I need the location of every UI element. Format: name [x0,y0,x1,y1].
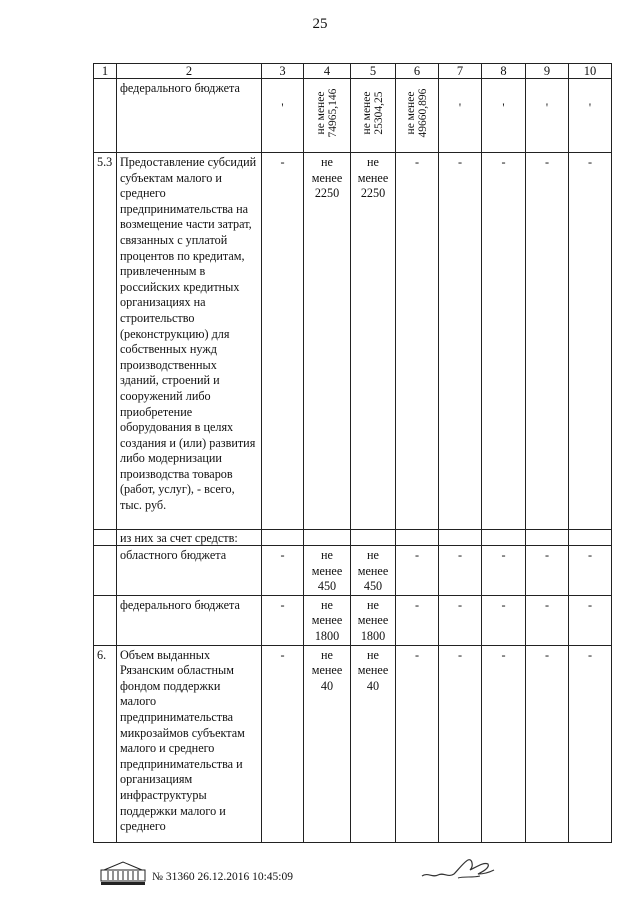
table-row-federal-budget-2 [94,595,612,645]
cell-col4: не менее 1800 [304,595,351,645]
cell-col7: - [439,645,482,842]
cell-col9: - [526,595,569,645]
empty-cell [396,530,439,546]
cell-col10: - [569,595,612,645]
cell-col6: - [396,595,439,645]
cell-col9: - [526,645,569,842]
cell-col8: - [482,595,526,645]
header-cell: 9 [526,64,569,79]
cell-col7: - [439,546,482,596]
header-cell: 4 [304,64,351,79]
rotated-value: не менее 74965,146 [315,88,339,138]
row-label: из них за счет средств: [117,530,262,546]
cell-col5: не менее 450 [351,546,396,596]
header-cell: 5 [351,64,396,79]
cell-col6: - [396,546,439,596]
cell-col10: - [569,546,612,596]
empty-cell [351,530,396,546]
row-number-cell [94,595,117,645]
cell-col10: - [569,153,612,530]
header-cell: 10 [569,64,612,79]
row-label: федерального бюджета [117,79,262,153]
empty-cell [262,530,304,546]
empty-cell [526,530,569,546]
row-label: областного бюджета [117,546,262,596]
empty-cell [482,530,526,546]
cell-col8: - [482,546,526,596]
cell-col3: - [262,595,304,645]
page-number: 25 [312,16,328,32]
cell-col5 [351,79,396,153]
header-cell: 2 [117,64,262,79]
row-number-cell: 6. [94,645,117,842]
cell-col6 [396,79,439,153]
row-label: Объем выданных Рязанским областным фондом поддержки малого предпринимательства микрозаймов субъектам малого и среднего предпринимательства и организациям инфраструктуры поддержки малого и среднего [117,645,262,842]
header-cell: 6 [396,64,439,79]
cell-col8: ' [482,79,526,153]
row-number-cell [94,79,117,153]
empty-cell [569,530,612,546]
registry-building-stamp-icon [100,860,146,886]
cell-col8: - [482,153,526,530]
table-header-row [94,64,612,79]
row-number-cell [94,530,117,546]
cell-col3: - [262,153,304,530]
cell-col6: - [396,153,439,530]
cell-col9: - [526,546,569,596]
header-cell: 7 [439,64,482,79]
cell-col9: - [526,153,569,530]
cell-col5: не менее 40 [351,645,396,842]
row-number-cell [94,546,117,596]
cell-col9: ' [526,79,569,153]
row-number-cell: 5.3 [94,153,117,530]
cell-col4: не менее 40 [304,645,351,842]
cell-col6: - [396,645,439,842]
header-cell: 8 [482,64,526,79]
cell-col4: не менее 450 [304,546,351,596]
cell-col7: ' [439,79,482,153]
row-label: Предоставление субсидий субъектам малого и среднего предпринимательства на возмещение части затрат, связанных с уплатой процентов по кредитам, привлеченным в российских кредитных организациях на строительство (реконструкцию) для собственных нужд производственных зданий, строений и сооружений либо приобретение оборудования в целях создания и (или) развития либо модернизации производства товаров (работ, услуг), - всего, тыс. руб. [117,153,262,530]
table-row-regional-budget [94,546,612,596]
cell-col10: - [569,645,612,842]
row-label: федерального бюджета [117,595,262,645]
cell-col4: не менее 2250 [304,153,351,530]
cell-col5: не менее 2250 [351,153,396,530]
cell-col3: - [262,645,304,842]
cell-col7: - [439,595,482,645]
rotated-value: не менее 49660,896 [405,88,429,138]
cell-col8: - [482,645,526,842]
cell-col4 [304,79,351,153]
cell-col10: ' [569,79,612,153]
cell-col3: - [262,546,304,596]
table-row-from-sources [94,530,612,546]
header-cell: 1 [94,64,117,79]
empty-cell [439,530,482,546]
handwritten-signature-icon [418,848,498,884]
table-row-6 [94,645,612,842]
cell-col5: не менее 1800 [351,595,396,645]
registration-stamp-text: № 31360 26.12.2016 10:45:09 [152,871,293,883]
table-row-federal-budget-1 [94,79,612,153]
cell-col3: ' [262,79,304,153]
table-row-5-3 [94,153,612,530]
data-table [93,63,612,843]
header-cell: 3 [262,64,304,79]
cell-col7: - [439,153,482,530]
empty-cell [304,530,351,546]
rotated-value: не менее 25304,25 [361,91,385,135]
